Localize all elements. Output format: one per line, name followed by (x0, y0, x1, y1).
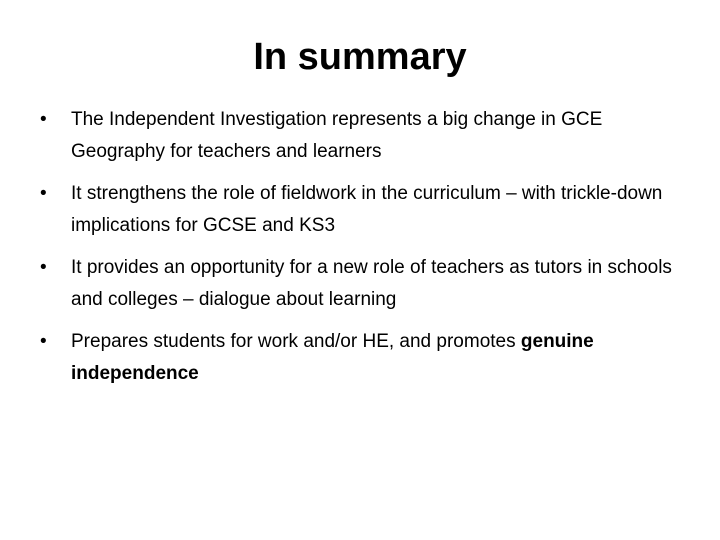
bullet-marker: • (40, 109, 47, 130)
bullet-emphasis-text: genuine independence (71, 331, 594, 384)
bullet-text: It provides an opportunity for a new role of teachers as tutors in schools and colleges – dialogue about learning (71, 257, 672, 310)
bullet-item (36, 326, 676, 390)
bullet-item (36, 178, 676, 242)
bullet-marker: • (40, 183, 47, 204)
bullet-marker: • (40, 331, 47, 352)
bullet-marker: • (40, 257, 47, 278)
bullet-item (36, 104, 676, 168)
bullet-item (36, 252, 676, 316)
slide-title: In summary (253, 36, 467, 78)
bullet-text: Prepares students for work and/or HE, and promotes (71, 331, 516, 352)
bullet-text: It strengthens the role of fieldwork in the curriculum – with trickle-down implications for GCSE and KS3 (71, 183, 663, 236)
bullet-text: The Independent Investigation represents a big change in GCE Geography for teachers and learners (71, 109, 603, 162)
bullet-list (36, 104, 676, 400)
